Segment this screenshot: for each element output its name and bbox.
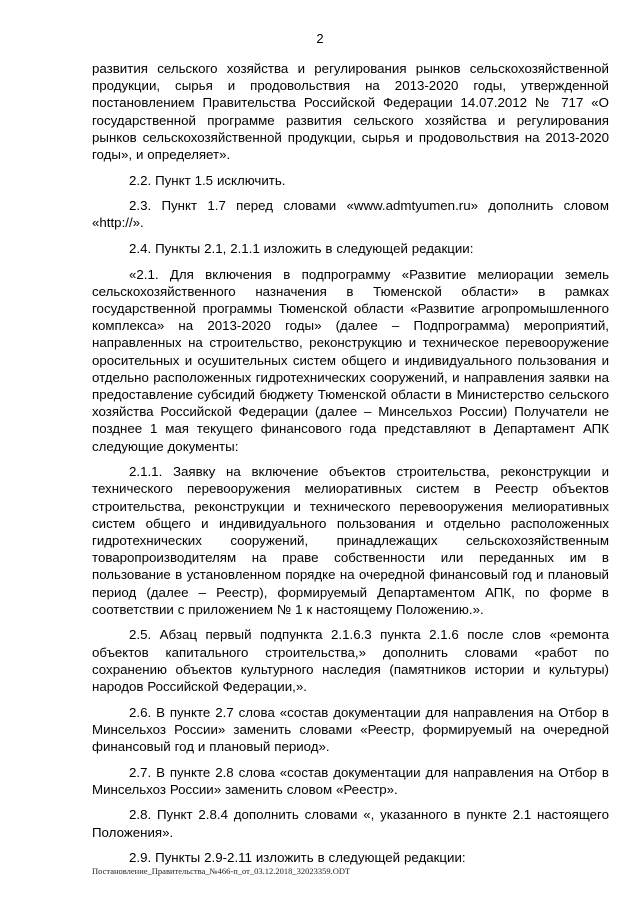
paragraph-continuation: развития сельского хозяйства и регулирования рынков сельскохозяйственной продукции, сырья и продовольствия на 2013-2020 годы, утвержденной постановлением Правительства Российской Федерации 14.07.2012 № 717 «О государственной программе развития сельского хозяйства и регулирования рынков сельскохозяйственной продукции, сырья и продовольствия на 2013-2020 годы», и определяет».	[92, 61, 609, 163]
paragraph-2-5: 2.5. Абзац первый подпункта 2.1.6.3 пункта 2.1.6 после слов «ремонта объектов капитального строительства,» дополнить словами «работ по сохранению объектов культурного наследия (памятников истории и культуры) народов Российской Федерации,».	[92, 627, 609, 695]
paragraph-2-2: 2.2. Пункт 1.5 исключить.	[129, 172, 286, 188]
paragraph-2-4: 2.4. Пункты 2.1, 2.1.1 изложить в следующей редакции:	[129, 241, 474, 256]
paragraph-2-3: 2.3. Пункт 1.7 перед словами «www.admtyumen.ru» дополнить словом «http://».	[92, 198, 609, 231]
paragraph-2-8: 2.8. Пункт 2.8.4 дополнить словами «, указанного в пункте 2.1 настоящего Положения».	[92, 807, 609, 840]
document-footer-filename: Постановление_Правительства_№466-п_от_03.12.2018_32023359.ODT	[92, 866, 351, 876]
document-body	[92, 60, 609, 875]
paragraph-quoted-2-1-1: 2.1.1. Заявку на включение объектов строительства, реконструкции и технического перевооружения мелиоративных систем в Реестр объектов строительства, реконструкции и технического перевооружения мелиоративных систем общего и индивидуального пользования и отдельно расположенных гидротехнических сооружений, принадлежащих сельскохозяйственным товаропроизводителям на праве собственности или переданных им в пользование в установленном порядке на очередной финансовый год и плановый период (далее – Реестр), формируемый Департаментом АПК, по форме в соответствии с приложением № 1 к настоящему Положению.».	[92, 464, 609, 617]
paragraph-2-6: 2.6. В пункте 2.7 слова «состав документации для направления на Отбор в Минсельхоз России» заменить словами «Реестр, формируемый на очередной финансовый год и плановый период».	[92, 704, 609, 755]
paragraph-quoted-2-1: «2.1. Для включения в подпрограмму «Развитие мелиорации земель сельскохозяйственного назначения в Тюменской области» в рамках государственной программы Тюменской области «Развитие агропромышленного комплекса» на 2013-2020 годы» (далее – Подпрограмма) мероприятий, направленных на строительство, реконструкцию и техническое перевооружение оросительных и осушительных систем общего и индивидуального пользования и отдельно расположенных гидротехнических сооружений, и направления заявки на предоставление субсидий бюджету Тюменской области в Министерство сельского хозяйства Российской Федерации (далее – Минсельхоз России) Получатели не позднее 1 мая текущего финансового года представляют в Департамент АПК следующие документы:	[92, 266, 609, 454]
page-number: 2	[316, 31, 324, 46]
paragraph-2-7: 2.7. В пункте 2.8 слова «состав документации для направления на Отбор в Минсельхоз России» заменить словом «Реестр».	[92, 764, 609, 797]
paragraph-2-9: 2.9. Пункты 2.9-2.11 изложить в следующей редакции:	[129, 850, 466, 866]
